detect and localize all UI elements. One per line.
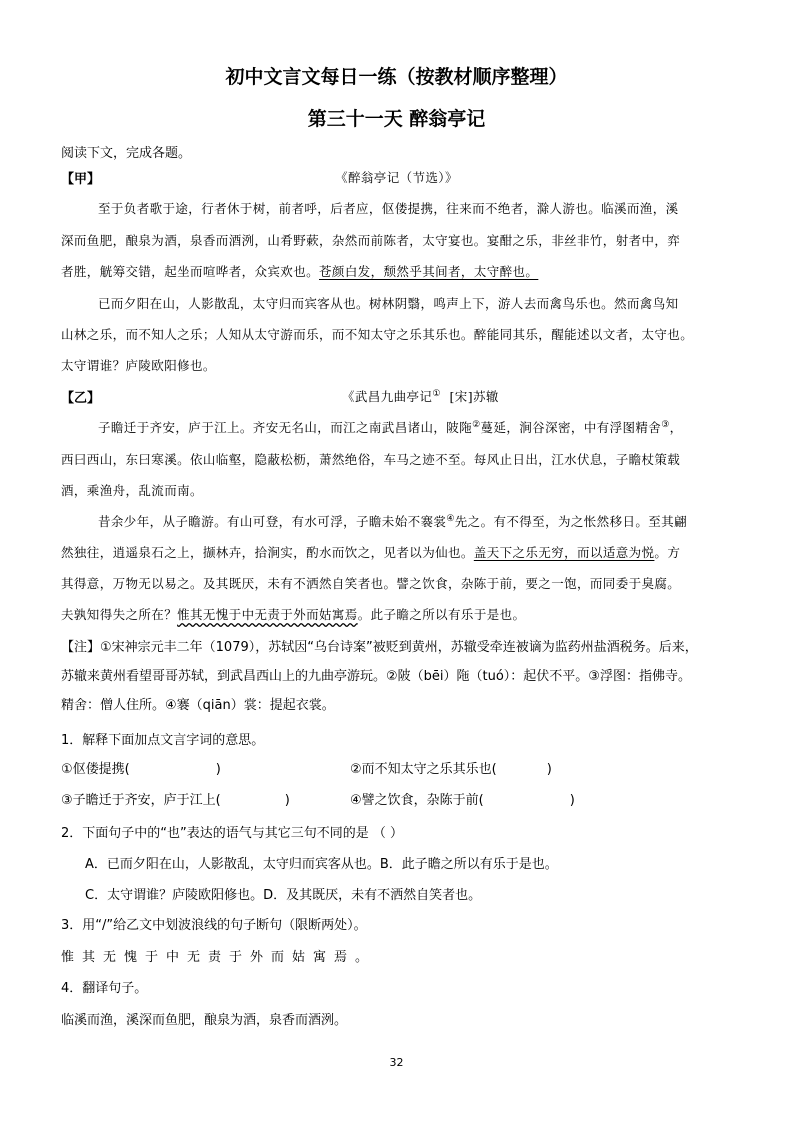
passage-yi-line-1-text: 子瞻迁于齐安，庐于江上。齐安无名山，而江之南武昌诸山，陂陁 xyxy=(98,420,473,435)
question-2: 2．下面句子中的“也”表达的语气与其它三句不同的是 （ ） xyxy=(61,826,404,841)
question-1-item-d-text: ④譬之饮食，杂陈于前( xyxy=(350,793,484,808)
passage-yi-tag: 【乙】 xyxy=(61,391,101,406)
underlined-sentence-yi: 盖天下之乐无穷，而以适意为悦 xyxy=(473,545,655,560)
passage-jia-line-3 xyxy=(61,262,538,280)
passage-jia-line-3-text: 者胜，觥筹交错，起坐而喧哗者，众宾欢也。 xyxy=(61,264,320,279)
passage-yi-line-5-end: 。方 xyxy=(654,545,681,560)
passage-yi-line-1-end: ， xyxy=(669,420,683,435)
passage-yi-line-4-rest: 先之。有不得至，为之怅然移日。至其翩 xyxy=(454,514,687,529)
note-mark-2: ② xyxy=(472,419,481,430)
passage-jia-line-2: 深而鱼肥，酿泉为酒，泉香而酒洌，山肴野蔌，杂然而前陈者，太守宴也。宴酣之乐，非丝非竹，射者中，弈 xyxy=(61,233,681,248)
blank-close-4: ) xyxy=(569,793,575,808)
notes-line-3: 精舍：僧人住所。④褰（qiān）裳：提起衣裳。 xyxy=(61,698,335,713)
passage-yi-line-7-text: 夫孰知得失之所在？ xyxy=(61,607,178,622)
passage-yi-line-1-rest: 蔓延，涧谷深密，中有浮图精舍 xyxy=(480,420,662,435)
underlined-sentence-jia: 苍颜白发，颓然乎其间者，太守醉也。 xyxy=(319,264,539,279)
question-1: 1．解释下面加点文言字词的意思。 xyxy=(61,733,265,748)
passage-yi-line-6: 其得意，万物无以易之。及其既厌，未有不洒然自笑者也。譬之饮食，杂陈于前，要之一饱，而同委于臭腐。 xyxy=(61,576,681,591)
passage-yi-author: [宋]苏辙 xyxy=(449,389,499,404)
question-2-options-cd: C．太守谓谁？庐陵欧阳修也。D．及其既厌，未有不洒然自笑者也。 xyxy=(85,888,482,903)
question-1-item-b xyxy=(350,758,552,777)
passage-yi-line-7 xyxy=(61,605,525,623)
page-subtitle: 第三十一天 醉翁亭记 xyxy=(307,108,486,130)
passage-yi-line-1 xyxy=(98,418,683,436)
notes-line-1: 【注】①宋神宗元丰二年（1079），苏轼因“乌台诗案”被贬到黄州，苏辙受牵连被谪为监药州盐酒税务。后来， xyxy=(61,640,698,655)
blank-close-3: ) xyxy=(284,793,290,808)
passage-jia-line-5: 山林之乐，而不知人之乐；人知从太守游而乐，而不知太守之乐其乐也。醉能同其乐，醒能述以文者，太守也。 xyxy=(61,327,694,342)
passage-jia-tag: 【甲】 xyxy=(61,172,101,187)
question-4-sentence: 临溪而渔，溪深而鱼肥，酿泉为酒，泉香而酒洌。 xyxy=(61,1013,348,1028)
passage-yi-title-text: 《武昌九曲亭记 xyxy=(342,389,433,404)
passage-yi-line-4-text: 昔余少年，从子瞻游。有山可登，有水可浮，子瞻未始不褰裳 xyxy=(98,514,447,529)
question-1-item-a xyxy=(61,758,221,777)
passage-yi-line-7-end: 。此子瞻之所以有乐于是也。 xyxy=(357,607,526,622)
question-1-item-c xyxy=(61,789,290,808)
blank-close-1: ) xyxy=(215,762,221,777)
question-1-item-b-text: ②而不知太守之乐其乐也( xyxy=(350,762,497,777)
page-number: 32 xyxy=(389,1056,404,1069)
passage-jia-line-4: 已而夕阳在山，人影散乱，太守归而宾客从也。树林阴翳，鸣声上下，游人去而禽鸟乐也。然而禽鸟知 xyxy=(98,296,679,311)
instruction-text: 阅读下文，完成各题。 xyxy=(61,146,192,161)
question-1-item-a-text: ①伛偻提携( xyxy=(61,762,130,777)
note-mark-1: ① xyxy=(432,388,441,399)
passage-yi-line-5 xyxy=(61,543,680,561)
question-4: 4．翻译句子。 xyxy=(61,981,148,996)
passage-jia-line-6: 太守谓谁？庐陵欧阳修也。 xyxy=(61,358,216,373)
wavy-underlined-sentence: 惟其无愧于中无责于外而姑寓焉 xyxy=(177,607,358,622)
passage-jia-line-1: 至于负者歌于途，行者休于树，前者呼，后者应，伛偻提携，往来而不绝者，滁人游也。临溪而渔，溪 xyxy=(98,201,679,216)
note-mark-3: ③ xyxy=(661,419,670,430)
passage-yi-line-2: 西曰西山，东曰寒溪。依山临壑，隐蔽松枥，萧然绝俗，车马之迹不至。每风止日出，江水伏息，子瞻杖策载 xyxy=(61,452,681,467)
question-3-sentence: 惟其无愧于中无责于外而姑寓焉。 xyxy=(61,950,377,965)
blank-close-2: ) xyxy=(546,762,552,777)
passage-yi-title xyxy=(342,387,499,405)
passage-yi-line-5-text: 然独往，逍遥泉石之上，撷林卉，拾涧实，酌水而饮之，见者以为仙也。 xyxy=(61,545,474,560)
question-1-item-d xyxy=(350,789,575,808)
question-3: 3．用“/”给乙文中划波浪线的句子断句（限断两处）。 xyxy=(61,918,367,933)
passage-jia-title: 《醉翁亭记（节选）》 xyxy=(335,170,458,185)
note-mark-4: ④ xyxy=(446,513,455,524)
question-2-options-ab: A．已而夕阳在山，人影散乱，太守归而宾客从也。B．此子瞻之所以有乐于是也。 xyxy=(85,857,558,872)
notes-line-2: 苏辙来黄州看望哥哥苏轼，到武昌西山上的九曲亭游玩。②陂（bēi）陁（tuó）：起伏不平。③浮图：指佛寺。 xyxy=(61,669,691,684)
question-1-item-c-text: ③子瞻迁于齐安，庐于江上( xyxy=(61,793,221,808)
passage-yi-line-3: 酒，乘渔舟，乱流而南。 xyxy=(61,483,203,498)
page-title: 初中文言文每日一练（按教材顺序整理） xyxy=(225,66,568,88)
passage-yi-line-4 xyxy=(98,512,687,530)
